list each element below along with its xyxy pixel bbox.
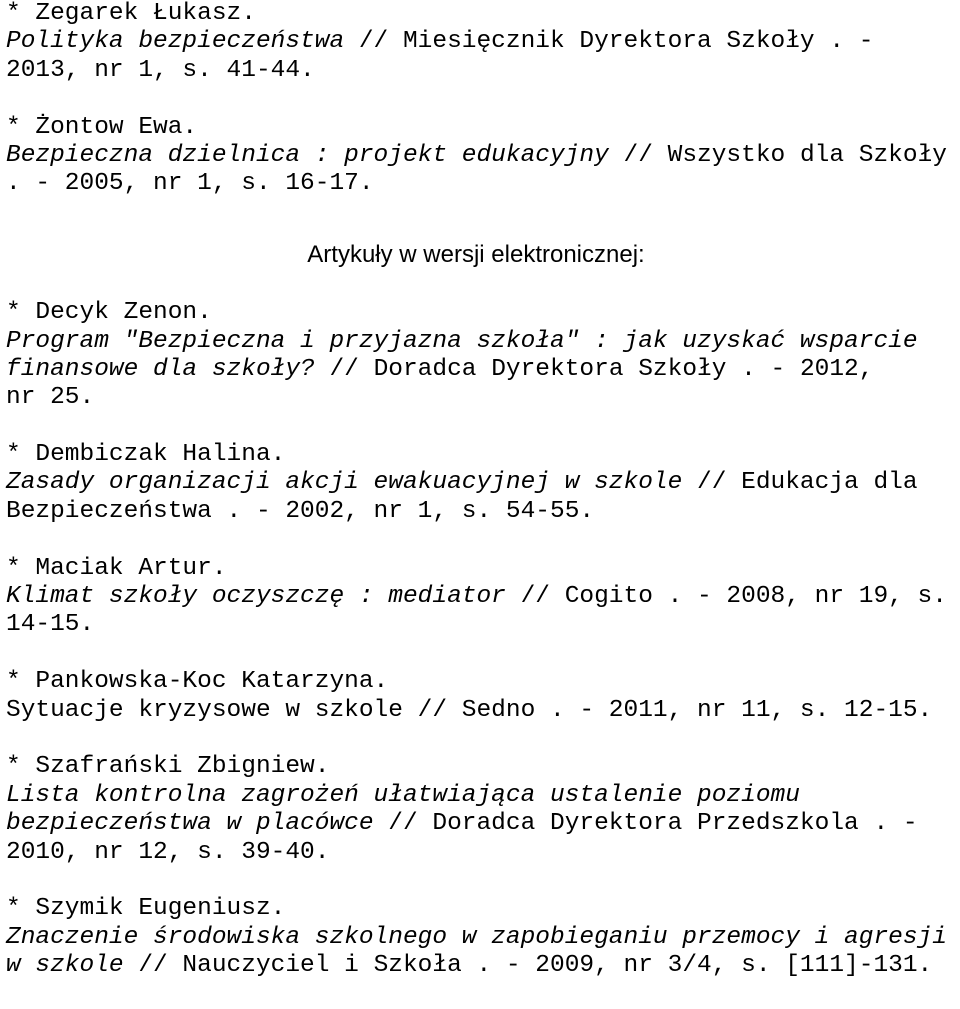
- print-entries: [6, 0, 958, 199]
- entry-citation-line: [6, 384, 958, 412]
- entry-source-text: // Wszystko dla Szkoły: [608, 141, 947, 169]
- bibliography-entry: [6, 753, 958, 867]
- entry-source-text: // Doradca Dyrektora Szkoły . - 2012,: [314, 355, 874, 383]
- entry-author: * Żontow Ewa.: [6, 113, 198, 141]
- entry-source-text: // Miesięcznik Dyrektora Szkoły . -: [344, 28, 874, 56]
- bibliography-entry: [6, 114, 958, 199]
- bibliography-entry: [6, 0, 958, 85]
- electronic-entries: [6, 299, 958, 980]
- entry-author: * Zegarek Łukasz.: [6, 0, 256, 27]
- entry-citation-line: [6, 328, 958, 356]
- entry-title-text: Polityka bezpieczeństwa: [6, 28, 345, 56]
- entry-title-text: Znaczenie środowiska szkolnego w zapobieganiu przemocy i agresji: [6, 923, 947, 951]
- entry-source-text: nr 25.: [6, 384, 95, 412]
- entry-citation-line: [6, 57, 958, 85]
- entry-citation-line: [6, 839, 958, 867]
- entry-citation-line: [6, 498, 958, 526]
- bibliography-entry: [6, 668, 958, 725]
- entry-source-text: Sytuacje kryzysowe w szkole // Sedno . - 2011, nr 11, s. 12-15.: [6, 696, 933, 724]
- entry-source-text: // Doradca Dyrektora Przedszkola . -: [373, 810, 918, 838]
- entry-title-text: bezpieczeństwa w placówce: [6, 810, 374, 838]
- entry-title-text: Bezpieczna dzielnica : projekt edukacyjny: [6, 141, 609, 169]
- entry-title-text: Zasady organizacji akcji ewakuacyjnej w szkole: [6, 469, 683, 497]
- entry-citation-line: [6, 611, 958, 639]
- entry-source-text: // Cogito . - 2008, nr 19, s.: [505, 583, 947, 611]
- bibliography-entry: [6, 895, 958, 980]
- entry-title-text: Lista kontrolna zagrożeń ułatwiająca ustalenie poziomu: [6, 781, 800, 809]
- entry-source-text: // Nauczyciel i Szkoła . - 2009, nr 3/4, s. [111]-131.: [123, 952, 933, 980]
- entry-citation-line: [6, 469, 958, 497]
- entry-author: * Szafrański Zbigniew.: [6, 753, 330, 781]
- entry-source-text: // Edukacja dla: [682, 469, 918, 497]
- entry-citation-line: [6, 28, 958, 56]
- bibliography-entry: [6, 441, 958, 526]
- entry-source-text: 14-15.: [6, 611, 95, 639]
- entry-author: * Decyk Zenon.: [6, 299, 212, 327]
- entry-citation-line: [6, 356, 958, 384]
- entry-citation-line: [6, 952, 958, 980]
- entry-citation-line: [6, 170, 958, 198]
- entry-source-text: 2010, nr 12, s. 39-40.: [6, 838, 330, 866]
- bibliography-page: [6, 0, 958, 1009]
- entry-title-text: Klimat szkoły oczyszczę : mediator: [6, 583, 506, 611]
- bibliography-entry: [6, 555, 958, 640]
- section-heading: Artykuły w wersji elektronicznej:: [307, 241, 645, 269]
- entry-citation-line: [6, 583, 958, 611]
- entry-source-text: . - 2005, nr 1, s. 16-17.: [6, 170, 374, 198]
- entry-author: * Pankowska-Koc Katarzyna.: [6, 668, 389, 696]
- bibliography-entry: [6, 299, 958, 413]
- entry-citation-line: [6, 142, 958, 170]
- entry-citation-line: [6, 924, 958, 952]
- entry-author: * Dembiczak Halina.: [6, 441, 286, 469]
- entry-citation-line: [6, 782, 958, 810]
- entry-title-text: w szkole: [6, 952, 124, 980]
- entry-source-text: 2013, nr 1, s. 41-44.: [6, 56, 315, 84]
- entry-author: * Szymik Eugeniusz.: [6, 895, 286, 923]
- entry-author: * Maciak Artur.: [6, 554, 227, 582]
- entry-citation-line: [6, 810, 958, 838]
- entry-title-text: Program "Bezpieczna i przyjazna szkoła" : jak uzyskać wsparcie: [6, 327, 918, 355]
- entry-citation-line: [6, 697, 958, 725]
- entry-source-text: Bezpieczeństwa . - 2002, nr 1, s. 54-55.: [6, 497, 595, 525]
- entry-title-text: finansowe dla szkoły?: [6, 355, 315, 383]
